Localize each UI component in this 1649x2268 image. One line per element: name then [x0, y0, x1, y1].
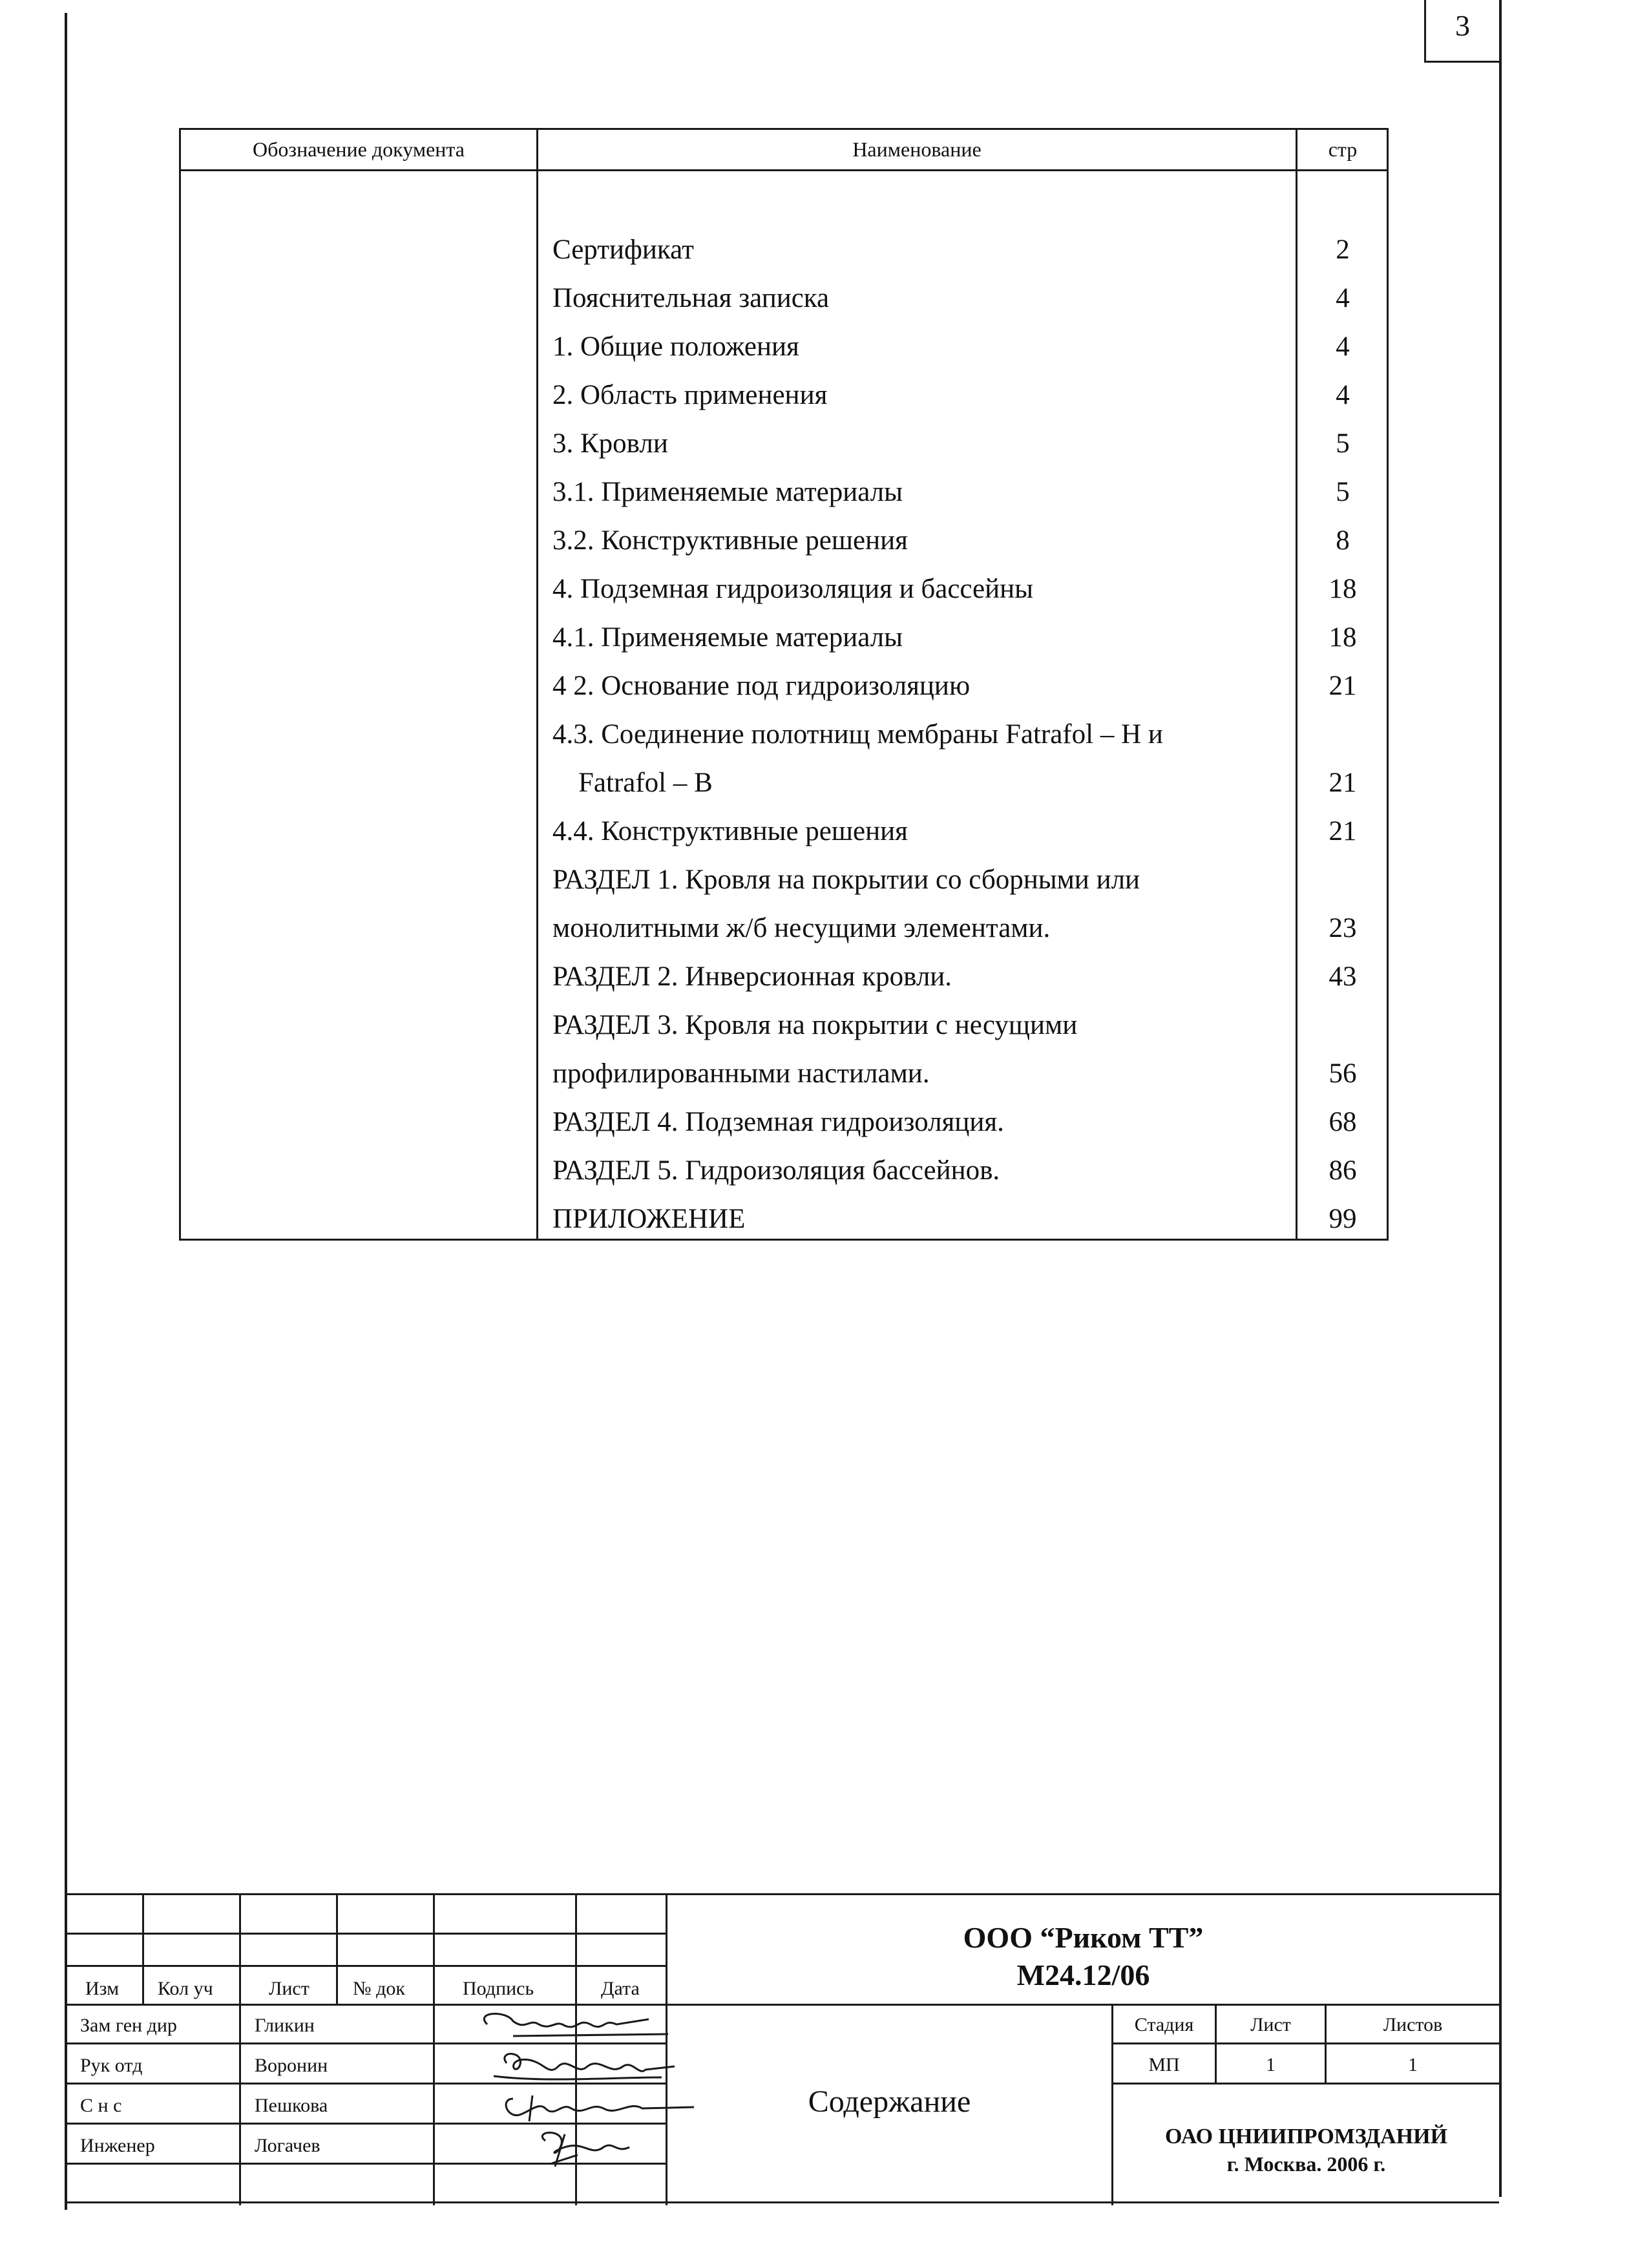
toc-entry-page: 5: [1336, 428, 1350, 459]
frame-left-border: [65, 13, 67, 2210]
toc-row: [181, 613, 1387, 662]
name-glikin: Гликин: [255, 2015, 315, 2036]
toc-entry-page: 4: [1336, 331, 1350, 362]
toc-entry-name: РАЗДЕЛ 5. Гидроизоляция бассейнов.: [552, 1155, 1000, 1186]
toc-entry-page: 18: [1329, 574, 1357, 604]
toc-row: [181, 468, 1387, 516]
document-title: Содержание: [808, 2084, 971, 2119]
toc-entry-name: 3.2. Конструктивные решения: [552, 525, 908, 556]
toc-entry-name: РАЗДЕЛ 3. Кровля на покрытии с несущими: [552, 1010, 1078, 1040]
toc-entry-name: 4.1. Применяемые материалы: [552, 622, 903, 653]
toc-entry-name: 1. Общие положения: [552, 331, 799, 362]
toc-row: [181, 1098, 1387, 1146]
stamp-header-list: Лист: [269, 1978, 310, 1999]
toc-row: [181, 419, 1387, 468]
toc-entry-name: 4.3. Соединение полотнищ мембраны Fatrafol – H и: [552, 719, 1163, 750]
toc-entry-name: 2. Область применения: [552, 380, 828, 410]
name-logachev: Логачев: [255, 2135, 320, 2156]
frame-right-border: [1499, 0, 1502, 2197]
toc-entry-page: 4: [1336, 283, 1350, 313]
signature-peshkova: [506, 2095, 694, 2121]
toc-entry-page: 68: [1329, 1107, 1357, 1137]
signature-voronin: [494, 2054, 675, 2079]
toc-row: [181, 1049, 1387, 1098]
toc-row: [181, 710, 1387, 759]
toc-entry-name: монолитными ж/б несущими элементами.: [552, 913, 1051, 943]
toc-row: [181, 759, 1387, 807]
toc-row: [181, 371, 1387, 419]
toc-entry-page: 99: [1329, 1204, 1357, 1234]
toc-row: [181, 1001, 1387, 1049]
stage-label: Стадия: [1134, 2014, 1194, 2035]
toc-entry-name: Сертификат: [552, 235, 694, 265]
sheet-label: Лист: [1250, 2014, 1291, 2035]
name-peshkova: Пешкова: [255, 2095, 328, 2116]
toc-entry-page: 8: [1336, 525, 1350, 556]
stamp-header-date: Дата: [601, 1978, 640, 1999]
toc-entry-page: 18: [1329, 622, 1357, 653]
toc-row: [181, 952, 1387, 1001]
toc-row: [181, 856, 1387, 904]
toc-entry-page: 21: [1329, 671, 1357, 701]
city-year: г. Москва. 2006 г.: [1226, 2152, 1386, 2176]
toc-entry-page: 23: [1329, 913, 1357, 943]
toc-entry-page: 21: [1329, 816, 1357, 846]
toc-row: [181, 662, 1387, 710]
toc-entry-page: 86: [1329, 1155, 1357, 1186]
signature-logachev: [542, 2133, 629, 2167]
sheet-value: 1: [1266, 2054, 1276, 2075]
stamp-header-kol-uch: Кол уч: [158, 1978, 213, 1999]
name-voronin: Воронин: [255, 2055, 328, 2076]
toc-entry-page: 2: [1336, 235, 1350, 265]
stage-value: МП: [1148, 2054, 1180, 2075]
stamp-header-signature: Подпись: [463, 1978, 534, 1999]
toc-entry-page: 5: [1336, 477, 1350, 507]
toc-entry-name: РАЗДЕЛ 2. Инверсионная кровли.: [552, 961, 952, 992]
toc-row: [181, 226, 1387, 274]
toc-entry-page: 56: [1329, 1058, 1357, 1089]
toc-entry-page: 21: [1329, 768, 1357, 798]
toc-row: [181, 1146, 1387, 1195]
company-name: ООО “Риком ТТ”: [963, 1921, 1204, 1954]
toc-entry-name: 3.1. Применяемые материалы: [552, 477, 903, 507]
signature-glikin: [484, 2014, 668, 2036]
role-engineer: Инженер: [80, 2135, 155, 2156]
header-page: стр: [1328, 138, 1358, 161]
toc-row: [181, 807, 1387, 856]
role-dept-head: Рук отд: [80, 2055, 143, 2076]
page-number: 3: [1424, 0, 1499, 63]
toc-entry-name: РАЗДЕЛ 4. Подземная гидроизоляция.: [552, 1107, 1004, 1137]
toc-entry-name: РАЗДЕЛ 1. Кровля на покрытии со сборными или: [552, 865, 1140, 895]
title-block: [67, 1893, 1499, 2203]
document-code: М24.12/06: [1016, 1958, 1150, 1991]
toc-entry-page: 4: [1336, 380, 1350, 410]
header-name: Наименование: [852, 138, 982, 161]
role-deputy-director: Зам ген дир: [80, 2015, 177, 2036]
header-designation: Обозначение документа: [253, 138, 465, 161]
toc-entry-name: 4. Подземная гидроизоляция и бассейны: [552, 574, 1034, 604]
toc-row: [181, 565, 1387, 613]
sheets-label: Листов: [1383, 2014, 1443, 2035]
toc-entry-name: 3. Кровли: [552, 428, 668, 459]
sheets-value: 1: [1408, 2054, 1418, 2075]
toc-header-row: [181, 130, 1387, 171]
toc-row: [181, 322, 1387, 371]
toc-row: [181, 274, 1387, 322]
toc-entry-name: ПРИЛОЖЕНИЕ: [552, 1204, 746, 1234]
toc-row: [181, 1195, 1387, 1243]
toc-entry-name: 4 2. Основание под гидроизоляцию: [552, 671, 971, 701]
stamp-header-izm: Изм: [85, 1978, 120, 1999]
toc-entry-name: Пояснительная записка: [552, 283, 830, 313]
toc-row: [181, 904, 1387, 952]
signatures-image: [416, 2005, 700, 2173]
toc-table: [179, 128, 1389, 1241]
toc-entry-name: 4.4. Конструктивные решения: [552, 816, 908, 846]
organization-name: ОАО ЦНИИПРОМЗДАНИЙ: [1164, 2125, 1448, 2148]
toc-row: [181, 516, 1387, 565]
stamp-header-doc-num: № док: [353, 1978, 405, 1999]
toc-entry-page: 43: [1329, 961, 1357, 992]
toc-entry-name: профилированными настилами.: [552, 1058, 930, 1089]
role-senior-researcher: С н с: [80, 2095, 122, 2116]
toc-entry-name: Fatrafol – B: [578, 768, 713, 798]
